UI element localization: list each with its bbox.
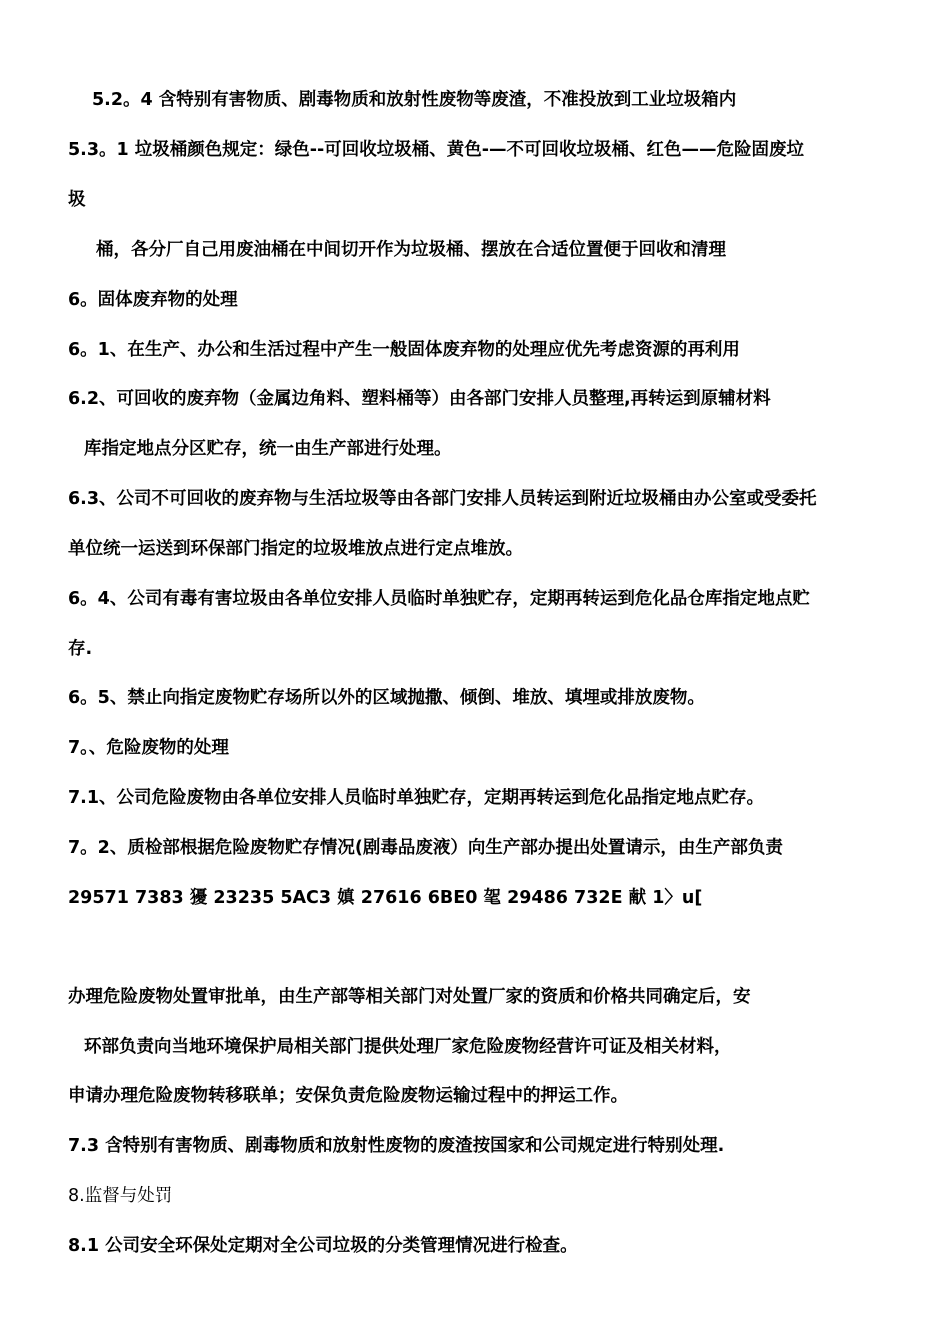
text-line-7-2-cont: 办理危险废物处置审批单，由生产部等相关部门对处置厂家的资质和价格共同确定后，安 [68, 987, 751, 1007]
text-line-8-1: 8.1 公司安全环保处定期对全公司垃圾的分类管理情况进行检查。 [68, 1236, 578, 1256]
text-line-5-2-4: 5.2。4 含特别有害物质、剧毒物质和放射性废物等废渣，不准投放到工业垃圾箱内 [92, 90, 737, 110]
text-line-7-1: 7.1、公司危险废物由各单位安排人员临时单独贮存，定期再转运到危化品指定地点贮存。 [68, 788, 764, 808]
text-line-6-2-cont: 库指定地点分区贮存，统一由生产部进行处理。 [84, 439, 452, 459]
text-line-6-3-cont: 单位统一运送到环保部门指定的垃圾堆放点进行定点堆放。 [68, 539, 523, 559]
text-line-garbled: 29571 7383 獶 23235 5AC3 嫃 27616 6BE0 毠 29486 732E 献 1〉u[ [68, 888, 703, 908]
text-line-6-3: 6.3、公司不可回收的废弃物与生活垃圾等由各部门安排人员转运到附近垃圾桶由办公室或受委托 [68, 489, 817, 509]
text-line-5-3-1-cont2: 桶，各分厂自己用废油桶在中间切开作为垃圾桶、摆放在合适位置便于回收和清理 [96, 240, 726, 260]
text-line-6-4-cont: 存. [68, 639, 93, 659]
text-line-7-2-cont2: 环部负责向当地环境保护局相关部门提供处理厂家危险废物经营许可证及相关材料， [84, 1037, 732, 1057]
section-heading-6: 6。固体废弃物的处理 [68, 290, 238, 310]
text-line-6-4: 6。4、公司有毒有害垃圾由各单位安排人员临时单独贮存，定期再转运到危化品仓库指定地点贮 [68, 589, 810, 609]
text-line-7-3: 7.3 含特别有害物质、剧毒物质和放射性废物的废渣按国家和公司规定进行特别处理. [68, 1136, 725, 1156]
text-line-7-2-cont3: 申请办理危险废物转移联单；安保负责危险废物运输过程中的押运工作。 [68, 1086, 628, 1106]
text-line-5-3-1: 5.3。1 垃圾桶颜色规定：绿色--可回收垃圾桶、黄色-—不可回收垃圾桶、红色——危险固废垃 [68, 140, 805, 160]
text-line-6-5: 6。5、禁止向指定废物贮存场所以外的区域抛撒、倾倒、堆放、填埋或排放废物。 [68, 688, 705, 708]
section-heading-8: 8.监督与处罚 [68, 1186, 173, 1206]
text-line-7-2: 7。2、质检部根据危险废物贮存情况(剧毒品废液）向生产部办提出处置请示，由生产部负责 [68, 838, 783, 858]
section-heading-7: 7。、危险废物的处理 [68, 738, 229, 758]
text-line-5-3-1-cont: 圾 [68, 190, 86, 210]
text-line-6-2: 6.2、可回收的废弃物（金属边角料、塑料桶等）由各部门安排人员整理,再转运到原辅材料 [68, 389, 771, 409]
text-line-6-1: 6。1、在生产、办公和生活过程中产生一般固体废弃物的处理应优先考虑资源的再利用 [68, 340, 740, 360]
